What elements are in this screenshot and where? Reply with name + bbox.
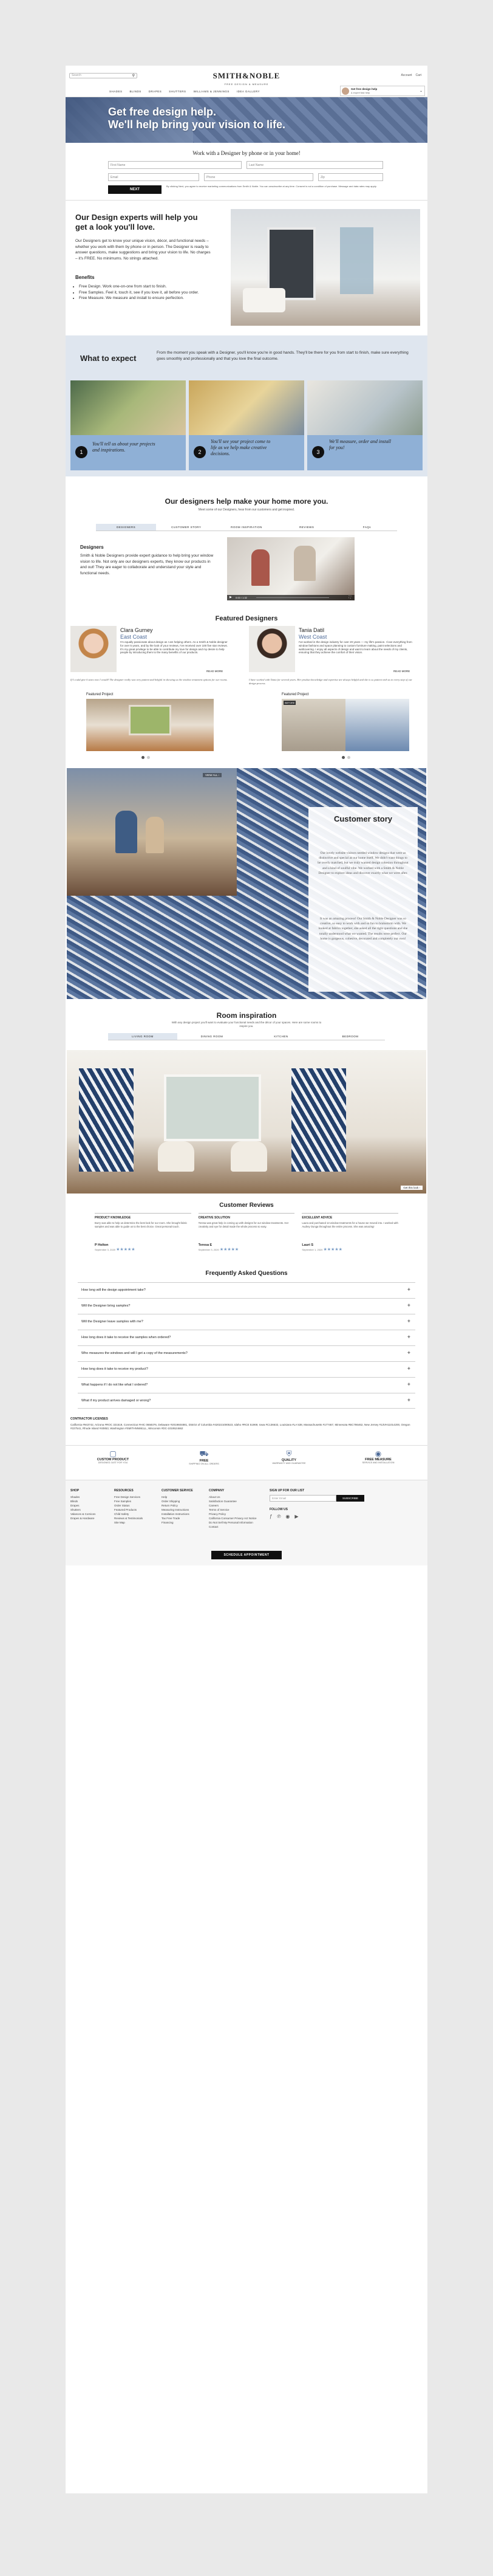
reviews-title: Customer Reviews [219,1202,274,1209]
photo-window [164,1074,261,1141]
footer-link[interactable]: Privacy Policy [209,1513,226,1516]
video-figure [294,546,316,581]
rooms-tabs [108,1033,385,1040]
footer-link[interactable]: Drapes & Hardware [70,1517,95,1520]
footer-link[interactable]: About Us [209,1496,220,1499]
expect-step-3 [307,380,423,470]
last-name-placeholder: Last Name [249,163,264,167]
schedule-appointment-button[interactable]: SCHEDULE APPOINTMENT [211,1551,282,1559]
expect-step-2 [189,380,304,470]
faq-item[interactable] [78,1361,415,1377]
clara-name: Clara Gurney [120,627,153,633]
benefit-item: • Free Design. Work one-on-one from start to finish. [79,284,212,290]
step-1-photo [70,380,186,435]
badge-custom [83,1449,143,1464]
email-field[interactable] [108,173,199,181]
account-links [401,74,421,78]
clara-region: East Coast [120,634,148,640]
faq-item[interactable] [78,1282,415,1298]
footer-link[interactable]: Blinds [70,1500,78,1503]
first-name-placeholder: First Name [110,163,126,167]
faq-question: How long does it take to receive the samples when ordered? [81,1336,171,1339]
photo-figure [146,817,164,853]
footer-link[interactable]: Featured Products [114,1508,137,1511]
footer-signup [270,1489,391,1519]
step-3-text: We'll measure, order and install for you! [329,439,391,450]
benefit-item: • Free Measure. We measure and install to ensure perfection. [79,295,212,301]
footer-link[interactable]: Child Safety [114,1513,129,1516]
clara-photo [70,626,117,672]
chat-widget[interactable] [340,86,425,96]
tab-customer-story[interactable]: CUSTOMER STORY [171,526,202,529]
faq-question: Who measures the windows and will I get a copy of the measurements? [81,1352,188,1355]
search-icon[interactable]: ⚲ [132,74,135,78]
step-2-text: You'll see your project come to life as we help make creative decisions. [211,439,271,456]
chat-subtitle: & expert fast help [351,91,370,94]
photo-window [129,705,171,735]
hero-line-2: We'll help bring your vision to life. [108,118,285,131]
intro-body: Our Designers get to know your unique vision, décor, and functional needs – whether you work with them by phone or in person. The Designer is ready to answer questions, make suggestions and bring your vision to life. No charges – it's FREE. No minimums. No strings attached. [75,239,211,261]
designers-tabs [96,524,397,531]
signup-title: SIGN UP FOR OUR LIST [270,1489,305,1492]
truck-icon: ⛟ [199,1449,209,1458]
main-nav [109,90,260,93]
clara-bio: I'm equally passionate about design as I am helping others. As a Smith & Noble designer for over 5 years, and by the look of your reviews, I've received over 100 five star reviews. It's my great privilege to be able to contribute my love for design and my desire to help people by introducing them to the many benefits of our products. [120,641,228,654]
faq-question: Will the Designer bring samples? [81,1304,131,1308]
hero-heading [108,106,285,131]
badge-sub: SERVICE AND INSTALLATION [362,1461,395,1464]
badge-shipping [174,1449,234,1465]
licenses-title: CONTRACTOR LICENSES [70,1417,108,1421]
promo-text: FREE DESIGN & MEASURE [224,83,269,86]
play-icon[interactable]: ▶ [229,596,232,599]
review-text: Burry was able to help us determine the best look for our room. She brought fabric samples and was able to guide us to the best choice. Great personal touch. [95,1221,188,1228]
plus-icon[interactable]: + [407,1286,410,1293]
subscribe-button[interactable]: SUBSCRIBE [336,1495,364,1502]
hero-banner [66,97,427,143]
tania-project-photo [282,699,409,751]
fullscreen-icon[interactable]: ⛶ [348,596,351,599]
phone-field[interactable] [204,173,313,181]
footer-link[interactable]: Careers [209,1504,219,1507]
tania-region: West Coast [299,634,327,640]
badge-title: CUSTOM PRODUCT [97,1458,129,1461]
tab-dining-room[interactable]: DINING ROOM [200,1035,223,1038]
form-title: Work with a Designer by phone or in your home! [192,150,301,156]
site-logo[interactable]: SMITH&NOBLE [212,71,280,80]
review-tag: CREATIVE SOLUTION [198,1216,230,1220]
lead-form [66,143,427,201]
intro-heading: Our Design experts will help you get a look you'll love. [75,213,198,232]
badge-title: FREE [199,1459,209,1463]
video-controls [227,595,355,600]
intro-room-photo [231,209,420,326]
before-label: BEFORE [285,701,295,704]
plus-icon[interactable]: + [407,1302,410,1308]
photo-drape-left [79,1068,134,1172]
story-family-photo [67,768,237,896]
video-figure [251,549,270,586]
tab-designers[interactable]: DESIGNERS [96,524,156,531]
tania-name: Tania Datil [299,627,325,633]
footer-link[interactable]: California Consumer Privacy Act Notice [209,1517,257,1520]
badges-strip [66,1445,427,1480]
step-1-number: 1 [75,446,87,458]
step-1-panel [70,435,186,470]
nav-shades[interactable]: SHADES [109,90,123,93]
consent-text: By clicking Next, you agree to receive marketing communications from Smith & Noble. You can unsubscribe at any time. Consent is not a condition of purchase. Message and data rates may apply. [166,185,377,188]
last-name-field[interactable] [246,161,383,169]
step-2-panel [189,435,304,470]
tab-faqs[interactable]: FAQs [362,526,372,529]
tania-read-more[interactable]: READ MORE [393,670,410,673]
footer-link[interactable]: Satisfaction Guarantee [209,1500,237,1503]
site-frame [66,66,427,2493]
faq-question: How long will the design appointment take? [81,1288,146,1292]
footer-link[interactable]: Shades [70,1496,80,1499]
designers-box-title: Designers [80,544,104,550]
footer-col-customer-service [162,1489,216,1525]
review-author: Teresa E [198,1243,212,1247]
footer-link[interactable]: Financing [162,1521,174,1524]
faq-title: Frequently Asked Questions [205,1270,288,1277]
story-view-all[interactable]: VIEW ALL › [203,773,222,777]
badge-sub: SHIPPING ON ALL ORDERS [189,1463,219,1465]
tab-living-room[interactable]: LIVING ROOM [108,1033,177,1040]
carousel-dot[interactable] [147,756,150,759]
carousel-dot[interactable] [347,756,350,759]
faq-question: What if my product arrives damaged or wrong? [81,1399,151,1403]
room-photo [67,1050,426,1194]
story-paragraph-1: Our lovely website visitors needed window designs that were as distinctive and special as our home itself. We didn't want things to be overly matched, but we truly wanted design cohesion throughout and a kind of soulful vibe. We worked with a Smith & Noble Designer to explore ideas and discover exactly what we were after. [318,851,409,875]
faq-section [66,1266,427,1413]
faq-item[interactable] [78,1377,415,1393]
first-name-field[interactable] [108,161,242,169]
footer-col-title: RESOURCES [114,1489,134,1492]
video-time: 0:00 / 1:32 [236,596,247,599]
expect-section [66,335,427,476]
nav-blinds[interactable]: BLINDS [129,90,141,93]
next-button[interactable]: NEXT [108,185,162,194]
tania-bio: I've worked in the design industry for over 20 years — my life's passion. I love everything from window fashions and space planning to custom furniture making, paint selections and wallcovering. I enjoy all aspects of design and want to learn about the needs of my clients, ensuring that they achieve the comfort of their vision. [299,641,412,654]
plus-icon[interactable]: + [407,1381,410,1387]
social-links [270,1514,391,1519]
step-1-text: You'll tell us about your projects and inspirations. [92,441,155,453]
email-placeholder: Email [110,176,118,179]
chat-title: Get free design help [351,88,378,91]
plus-icon[interactable]: + [407,1365,410,1372]
plus-icon[interactable]: + [407,1334,410,1340]
footer-link[interactable]: Order Status [114,1504,130,1507]
step-2-number: 2 [194,446,206,458]
tania-carousel-dots [342,756,350,759]
review-author: Lauri S [302,1243,313,1247]
footer-link[interactable]: Contact [209,1525,219,1528]
review-date: September 3, 2020 [95,1248,116,1251]
after-photo [345,699,409,751]
plus-icon[interactable]: + [407,1350,410,1356]
rooms-subtitle: With any design project you'll want to evaluate your functional needs and the décor of your spaces. Here are some rooms to inspire you. [171,1021,322,1028]
carousel-dot[interactable] [342,756,345,759]
review-card [199,1213,295,1252]
carousel-dot[interactable] [141,756,144,759]
follow-title: FOLLOW US [270,1508,288,1511]
facebook-icon[interactable]: ƒ [270,1514,273,1519]
zip-field[interactable] [318,173,383,181]
reviews-section [66,1194,427,1266]
expect-body: From the moment you speak with a Designer, you'll know you're in good hands. They'll be there for you from start to finish, make sure everything goes smoothly and professionally and that you love the final outcome. [157,351,409,361]
instagram-icon[interactable]: ◉ [285,1514,290,1519]
shield-icon: ⛨ [286,1449,292,1458]
story-section [66,768,427,999]
account-link[interactable]: Account [401,74,412,77]
review-date: September 1, 2020 [302,1248,323,1251]
footer-link[interactable]: Free Samples [114,1500,132,1503]
faq-item[interactable] [78,1393,415,1409]
benefit-item: • Free Samples. Feel it, touch it, see if you love it, all before you order. [79,290,212,296]
star-rating-icon: ★★★★★ [116,1248,135,1252]
room-get-look[interactable]: Get this look › [401,1186,423,1190]
footer-link[interactable]: Return Policy [162,1504,178,1507]
video-progress-bar[interactable] [256,597,329,598]
tab-bedroom[interactable]: BEDROOM [342,1035,359,1038]
photo-chair [158,1141,194,1172]
reviews-list [95,1213,398,1252]
designers-title: Our designers help make your home more you. [165,497,328,506]
footer-col-shop [70,1489,119,1520]
designers-section [66,476,427,768]
footer-col-title: SHOP [70,1489,80,1492]
tab-reviews[interactable]: REVIEWS [299,526,314,529]
step-3-number: 3 [312,446,324,458]
tab-kitchen[interactable]: KITCHEN [274,1035,288,1038]
footer-link[interactable]: Reviews & Testimonials [114,1517,143,1520]
nav-idea-gallery[interactable]: IDEA GALLERY [236,90,260,93]
tania-photo [249,626,295,672]
footer-col-resources [114,1489,169,1525]
phone-placeholder: Phone [206,176,216,179]
licenses-section [66,1413,427,1445]
badge-sub: DESIGNED JUST FOR YOU [98,1461,128,1464]
plus-icon[interactable]: + [407,1318,410,1324]
footer-link[interactable]: Valances & Cornices [70,1513,96,1516]
step-3-photo [307,380,423,435]
photo-bed [243,288,285,312]
review-tag: EXCELLENT ADVICE [302,1216,333,1220]
clara-quote: If I could give 6 stars now I would! The designer really was very patient and helpful in showing us the window treatment options for our rooms. [70,678,228,681]
footer-link[interactable]: Site Map [114,1521,125,1524]
licenses-text: California #943742, Arizona #ROC 321519, Connecticut #HIC 0658376, Delaware #2019604881, District of Columbia #420221000523, Idaho #RCE 51969, Iowa #C136632, Louisiana #LA 538, Massachusetts #177467, Minnesota #BC786462, New Jersey #13VH11014200, Oregon #227541, Rhode Island #40853, Washington #SMITHNN861LL, Wisconsin #DC-1019524662 [70,1423,410,1430]
clara-project-label: Featured Project [86,693,114,696]
faq-item[interactable] [78,1314,415,1330]
nav-drapes[interactable]: DRAPES [148,90,162,93]
review-card [302,1213,398,1252]
footer-link[interactable]: Do Not Sell My Personal Information [209,1521,253,1524]
tape-icon: ◉ [375,1449,382,1458]
tania-quote: I have worked with Tania for several years. Her product knowledge and expertise are always helpful and she is so patient with us in every step of our design process. [249,678,412,685]
hero-line-1: Get free design help. [108,106,217,118]
footer-link[interactable]: Tax Free Trade [162,1517,180,1520]
review-card [95,1213,191,1252]
footer-col-company [209,1489,264,1529]
nav-shutters[interactable]: SHUTTERS [169,90,186,93]
cart-link[interactable]: Cart [415,74,421,77]
clara-project-photo [86,699,214,751]
step-3-panel [307,435,423,470]
designers-subtitle: Meet some of our Designers, hear from our customers and get inspired. [198,508,295,512]
benefits-list [79,284,212,301]
header [66,66,427,97]
star-rating-icon: ★★★★★ [323,1248,342,1252]
rooms-section [66,999,427,1194]
review-author: P Holton [95,1243,109,1247]
faq-question: How long does it take to receive my product? [81,1367,148,1371]
badge-title: FREE MEASURE [365,1458,392,1461]
tab-room-inspiration[interactable]: ROOM INSPIRATION [231,526,262,529]
badge-sub: WARRANTY AND GUARANTEE [272,1462,306,1465]
youtube-icon[interactable]: ▶ [294,1514,299,1519]
before-photo [282,699,345,751]
expect-step-1 [70,380,186,470]
nav-williams-jennings[interactable]: WILLIAMS & JENNINGS [193,90,229,93]
rooms-title: Room inspiration [216,1011,277,1020]
faq-item[interactable] [78,1345,415,1361]
review-tag: PRODUCT KNOWLEDGE [95,1216,131,1220]
chevron-down-icon[interactable]: ⌄ [419,89,423,93]
pinterest-icon[interactable]: ℗ [277,1514,281,1519]
faq-item[interactable] [78,1330,415,1345]
chat-avatar [342,88,349,95]
clara-read-more[interactable]: READ MORE [206,670,223,673]
tania-project-label: Featured Project [282,693,309,696]
photo-curtain [340,227,373,294]
signup-email-input[interactable]: Enter Email [270,1495,336,1502]
story-paragraph-2: It was an amazing process! Our Smith & Noble Designer was so creative, so easy to work with and so fun to brainstorm with. We looked at fabrics together, she asked all the right questions and she totally understood what we wanted. The results were perfect. Our home is gorgeous, cohesive, decorated and completely our own! [318,917,408,941]
review-text: Teresa was great help in coming up with designs for our window treatments. Her creativity and eye for detail made the whole process so easy. [198,1221,289,1228]
designer-video[interactable] [227,537,355,600]
faq-item[interactable] [78,1298,415,1314]
plus-icon[interactable]: + [407,1397,410,1403]
photo-chair [231,1141,267,1172]
badge-quality [259,1449,319,1465]
footer [66,1480,427,1565]
search-input[interactable]: Search [72,74,81,77]
star-rating-icon: ★★★★★ [219,1248,239,1252]
footer-link[interactable]: Installation Instructions [162,1513,189,1516]
review-text: Laura and purchased 13 window treatments for a house we moved into. I worked with Audrey Ounga throughout the entire process. She was amazing! [302,1221,398,1228]
badge-title: QUALITY [281,1458,297,1462]
featured-title: Featured Designers [215,615,278,622]
footer-link[interactable]: Free Design Services [114,1496,141,1499]
badge-measure [345,1449,412,1464]
faq-list [78,1282,415,1409]
story-title: Customer story [333,814,393,823]
footer-col-title: COMPANY [209,1489,225,1492]
benefits-title: Benefits [75,275,95,280]
faq-question: What happens if I do not like what I ordered? [81,1383,148,1387]
footer-link[interactable]: Shutters [70,1508,81,1511]
zip-placeholder: Zip [321,176,325,179]
review-date: September 3, 2020 [198,1248,219,1251]
clara-carousel-dots [141,756,150,759]
footer-link[interactable]: Measuring Instructions [162,1508,189,1511]
designers-box-body: Smith & Noble Designers provide expert guidance to help bring your window vision to life. Not only are our designers experts, they know our products in and out! They are eager to collaborate and understand your style and functional needs. [80,554,214,575]
footer-col-title: CUSTOMER SERVICE [162,1489,193,1492]
footer-link[interactable]: Terms of Service [209,1508,229,1511]
story-card [308,807,418,992]
ruler-icon: ▢ [109,1449,117,1458]
step-2-photo [189,380,304,435]
photo-drape-right [291,1068,346,1172]
faq-question: Will the Designer leave samples with me? [81,1320,143,1324]
footer-link[interactable]: Order Shipping [162,1500,180,1503]
expect-title: What to expect [80,354,137,363]
intro-section [66,201,427,335]
footer-link[interactable]: Drapes [70,1504,80,1507]
photo-figure [115,811,137,853]
footer-link[interactable]: Help [162,1496,168,1499]
